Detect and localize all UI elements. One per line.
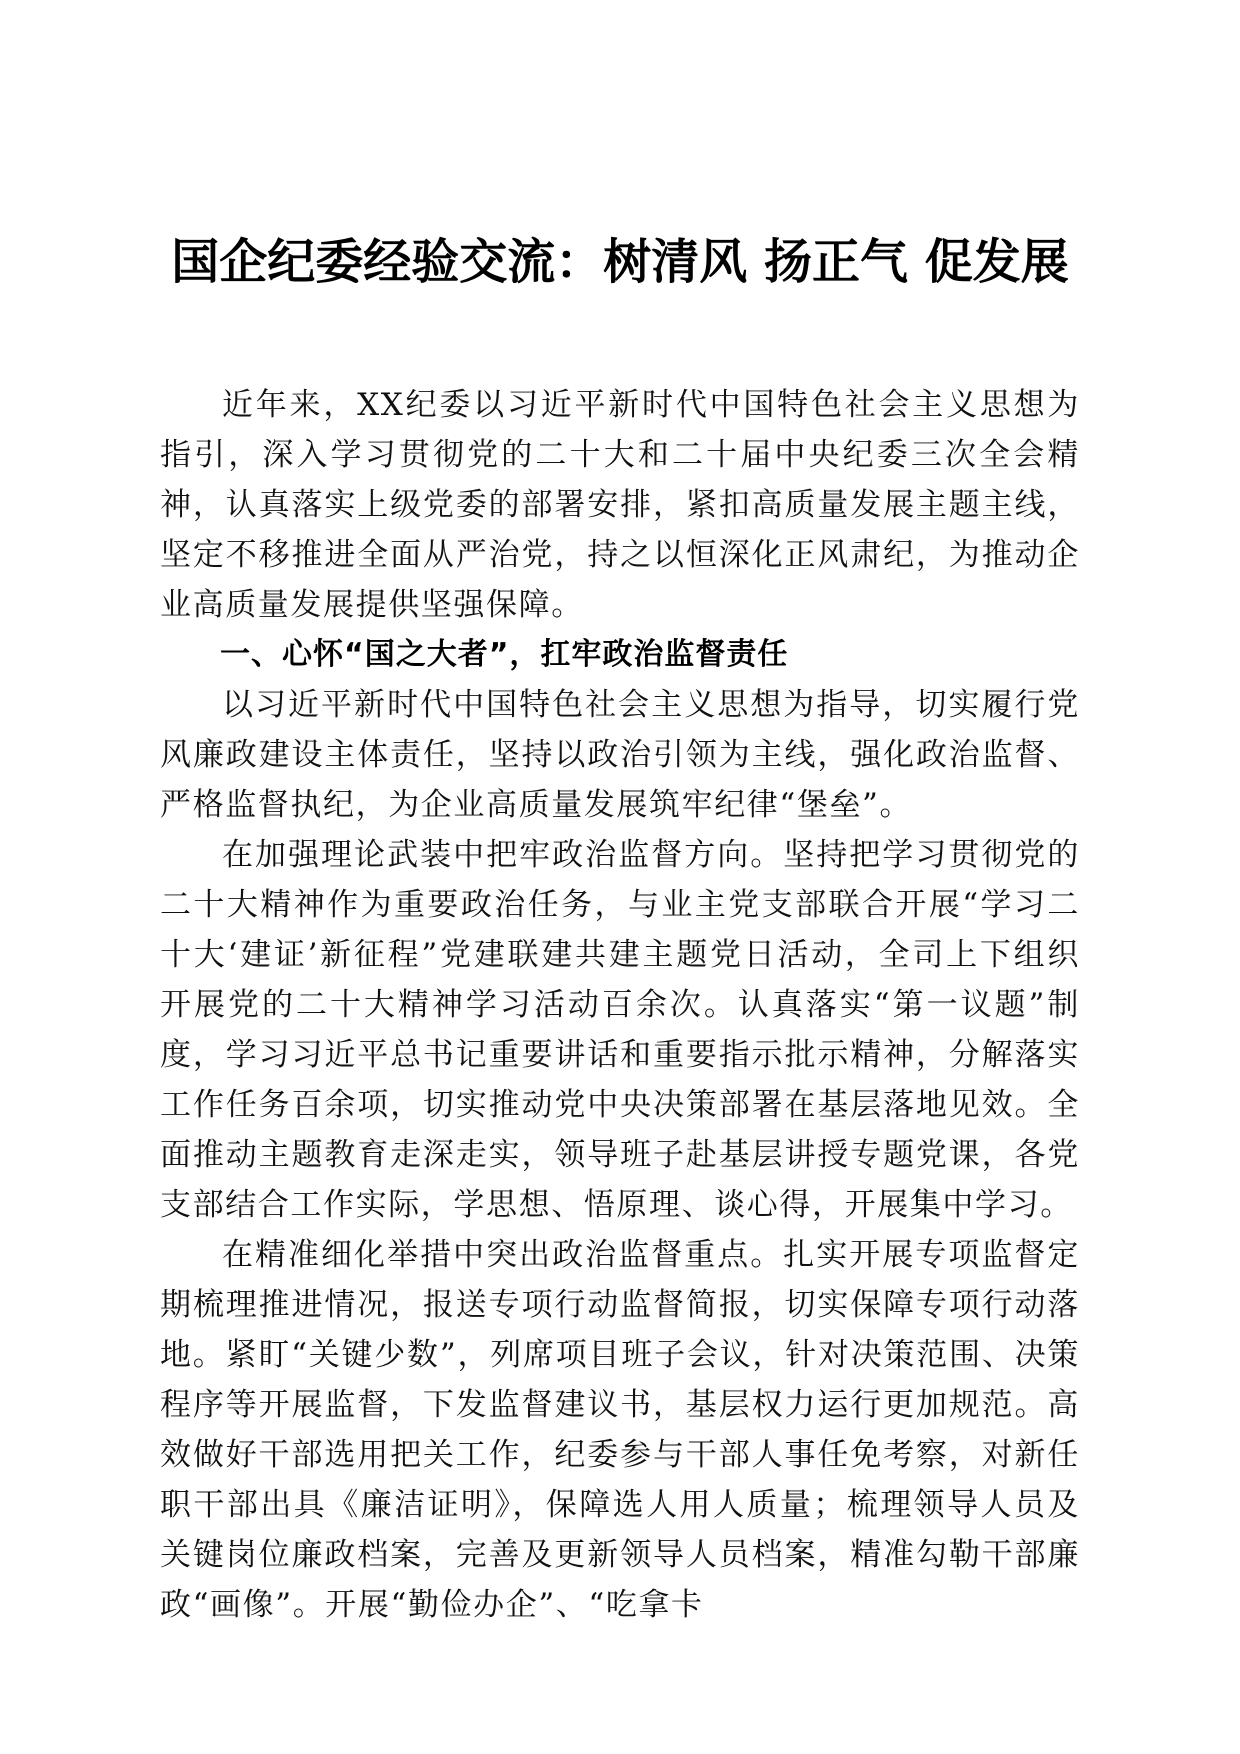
section-1-summary-paragraph: 以习近平新时代中国特色社会主义思想为指导，切实履行党风廉政建设主体责任，坚持以政治引领为主线，强化政治监督、严格监督执纪，为企业高质量发展筑牢纪律“堡垒”。: [160, 687, 1080, 823]
precise-measures-paragraph: 在精准细化举措中突出政治监督重点。扎实开展专项监督定期梳理推进情况，报送专项行动监督简报，切实保障专项行动落地。紧盯“关键少数”，列席项目班子会议，针对决策范围、决策程序等开展监督，下发监督建议书，基层权力运行更加规范。高效做好干部选用把关工作，纪委参与干部人事任免考察，对新任职干部出具《廉洁证明》，保障选人用人质量；梳理领导人员及关键岗位廉政档案，完善及更新领导人员档案，精准勾勒干部廉政“画像”。开展“勤俭办企”、“吃拿卡: [160, 1237, 1080, 1623]
document-title: 国企纪委经验交流：树清风 扬正气 促发展: [171, 234, 1069, 290]
section-heading-1: 一、心怀“国之大者”，扛牢政治监督责任: [220, 637, 789, 672]
theory-arming-paragraph: 在加强理论武装中把牢政治监督方向。坚持把学习贯彻党的二十大精神作为重要政治任务，与业主党支部联合开展“学习二十大‘建证’新征程”党建联建共建主题党日活动，全司上下组织开展党的二十大精神学习活动百余次。认真落实“第一议题”制度，学习习近平总书记重要讲话和重要指示批示精神，分解落实工作任务百余项，切实推动党中央决策部署在基层落地见效。全面推动主题教育走深走实，领导班子赴基层讲授专题党课，各党支部结合工作实际，学思想、悟原理、谈心得，开展集中学习。: [160, 837, 1080, 1223]
document-body: [160, 380, 1080, 1630]
intro-paragraph: 近年来，XX纪委以习近平新时代中国特色社会主义思想为指引，深入学习贯彻党的二十大和二十届中央纪委三次全会精神，认真落实上级党委的部署安排，紧扣高质量发展主题主线，坚定不移推进全面从严治党，持之以恒深化正风肃纪，为推动企业高质量发展提供坚强保障。: [160, 387, 1080, 623]
